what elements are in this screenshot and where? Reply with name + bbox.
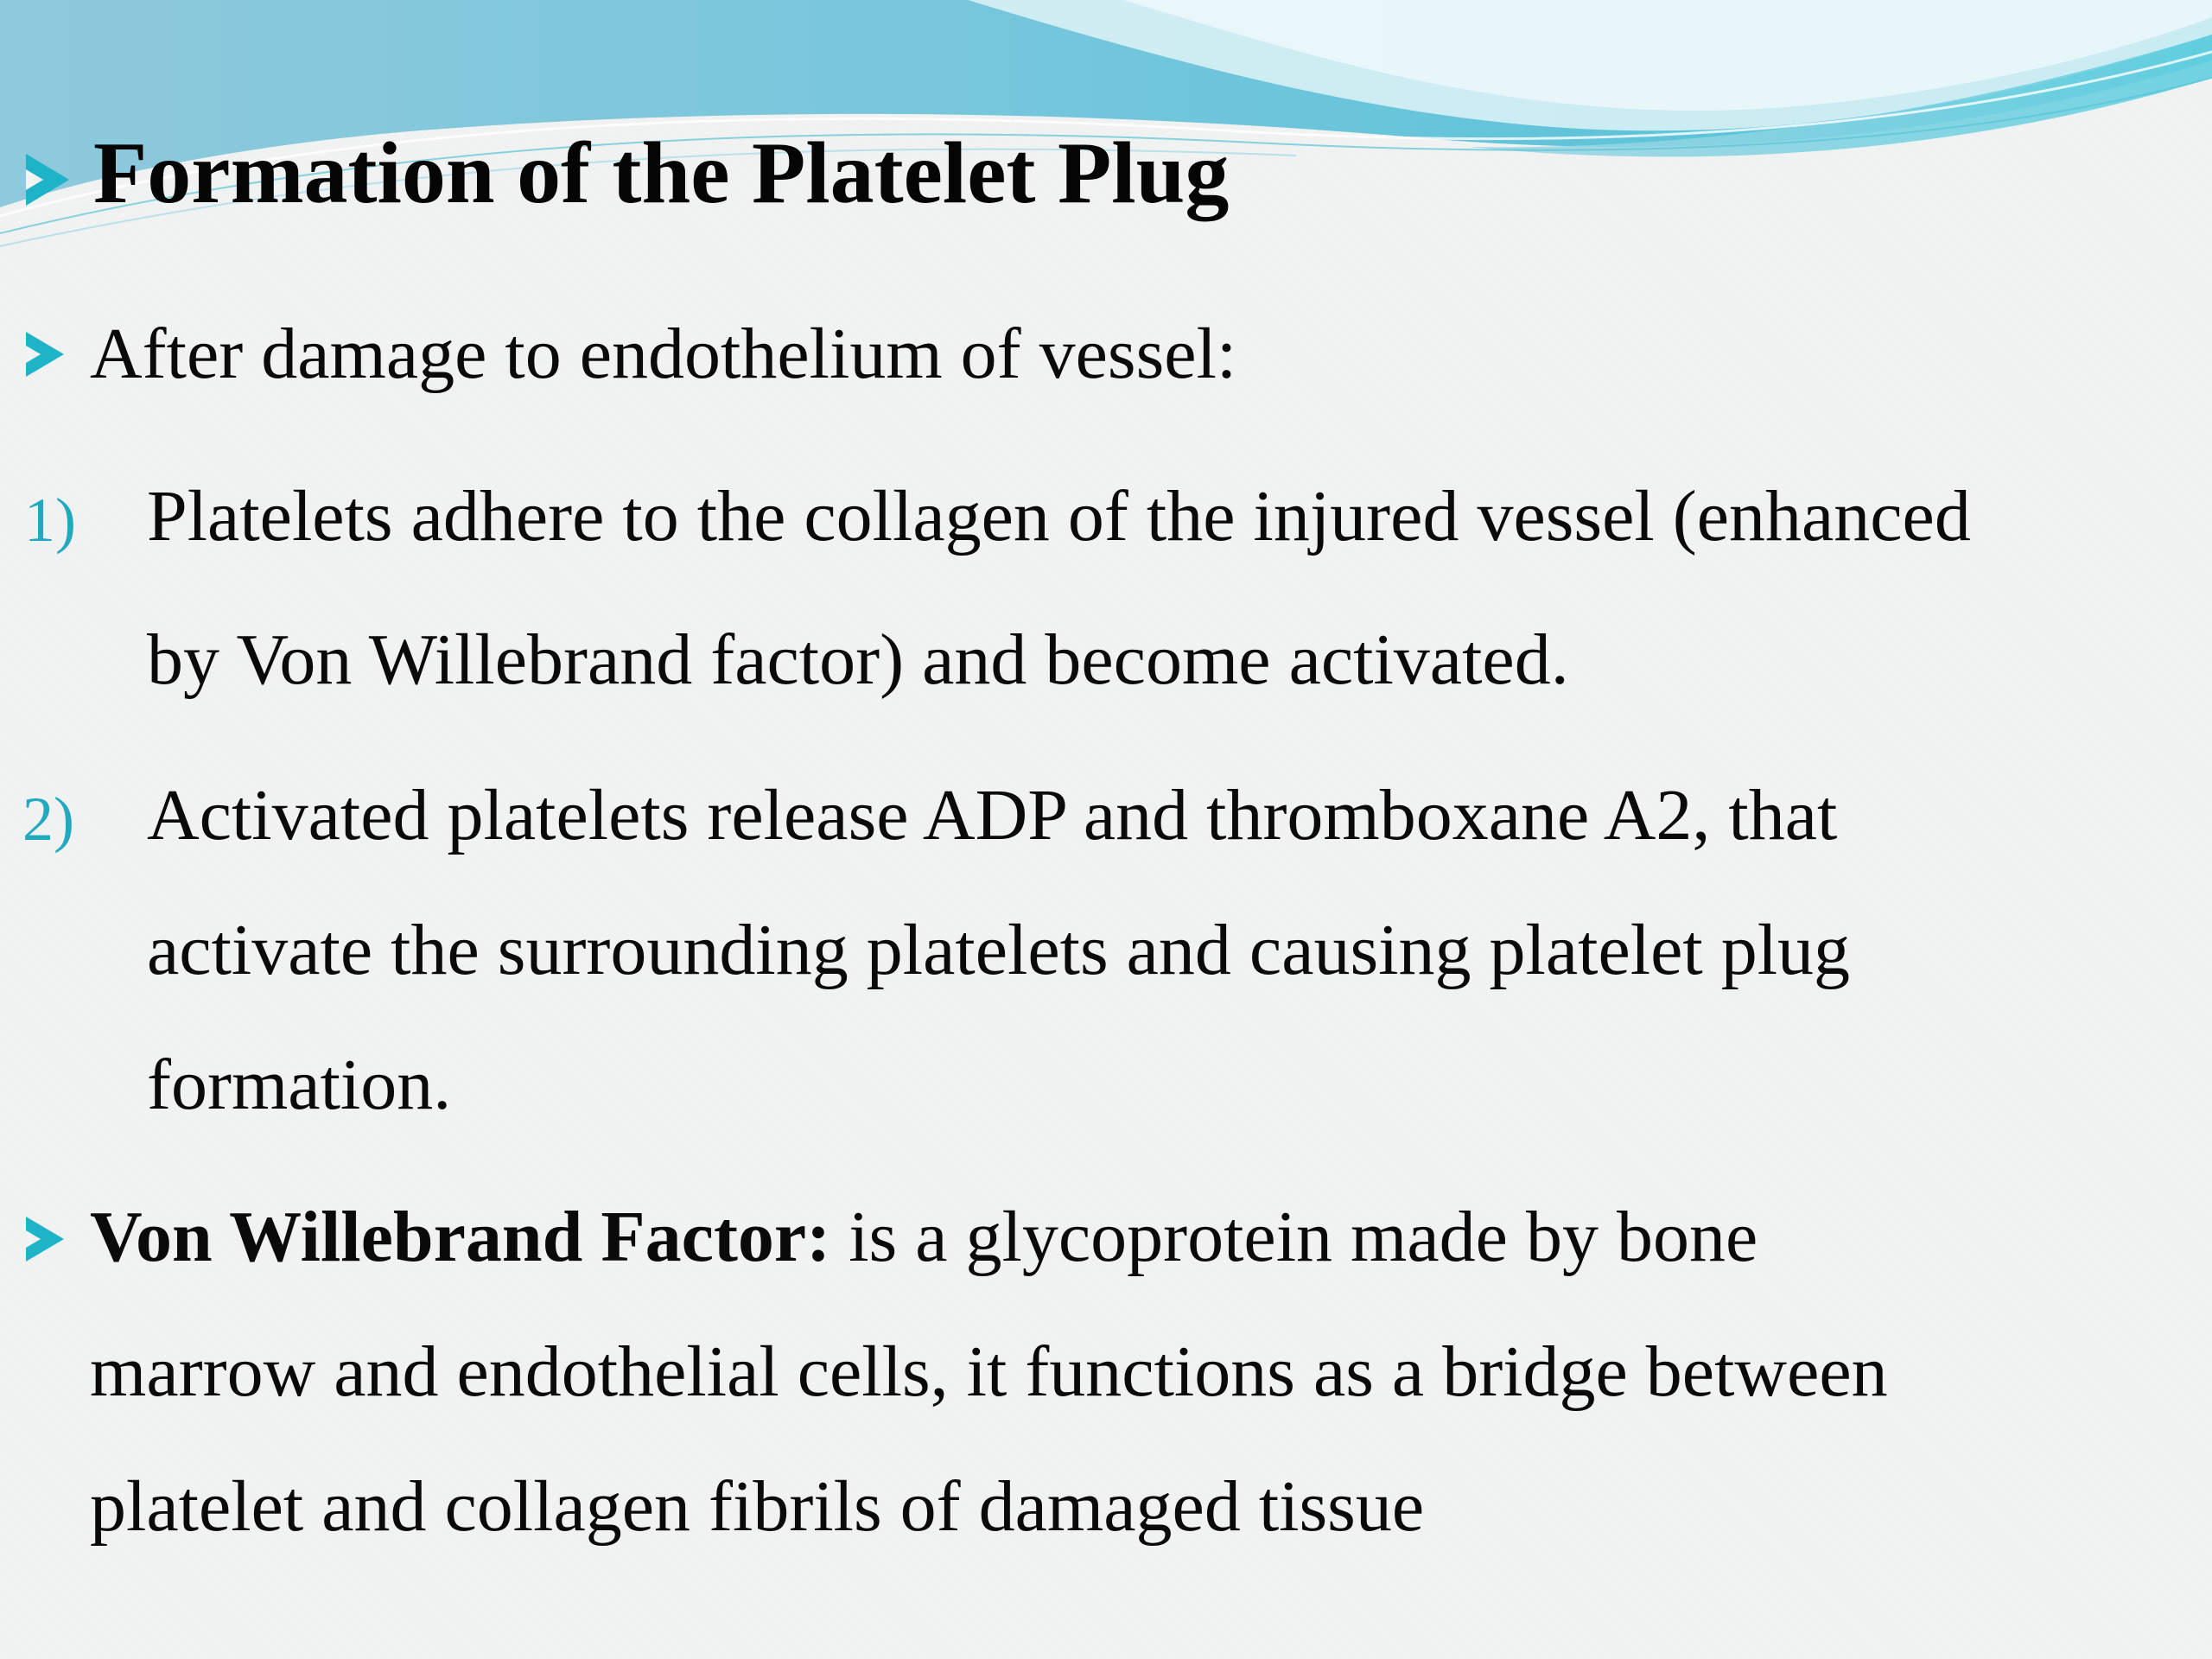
step-2-line-2: activate the surrounding platelets and causing platelet plug bbox=[147, 910, 1851, 990]
step-2-number: 2) bbox=[22, 785, 74, 854]
step-1-line-2: by Von Willebrand factor) and become activated. bbox=[147, 620, 1569, 700]
definition-term: Von Willebrand Factor: bbox=[90, 1197, 831, 1277]
intro-text: After damage to endothelium of vessel: bbox=[90, 314, 1237, 394]
step-2-line-3: formation. bbox=[147, 1045, 452, 1125]
definition-line-3: platelet and collagen fibrils of damaged tissue bbox=[90, 1466, 1425, 1547]
definition-line-2: marrow and endothelial cells, it functions as a bridge between bbox=[90, 1332, 1888, 1412]
title-arrow-icon bbox=[26, 154, 69, 206]
definition-arrow-icon bbox=[26, 1217, 64, 1262]
intro-arrow-icon bbox=[26, 332, 64, 377]
step-1-number: 1) bbox=[24, 486, 76, 555]
step-2-line-1: Activated platelets release ADP and thromboxane A2, that bbox=[147, 775, 1838, 855]
step-1-line-1: Platelets adhere to the collagen of the injured vessel (enhanced bbox=[147, 476, 1971, 556]
slide-title: Formation of the Platelet Plug bbox=[93, 124, 1230, 222]
definition-line-1-rest: is a glycoprotein made by bone bbox=[830, 1197, 1758, 1277]
definition-line-1 bbox=[90, 1197, 1758, 1277]
